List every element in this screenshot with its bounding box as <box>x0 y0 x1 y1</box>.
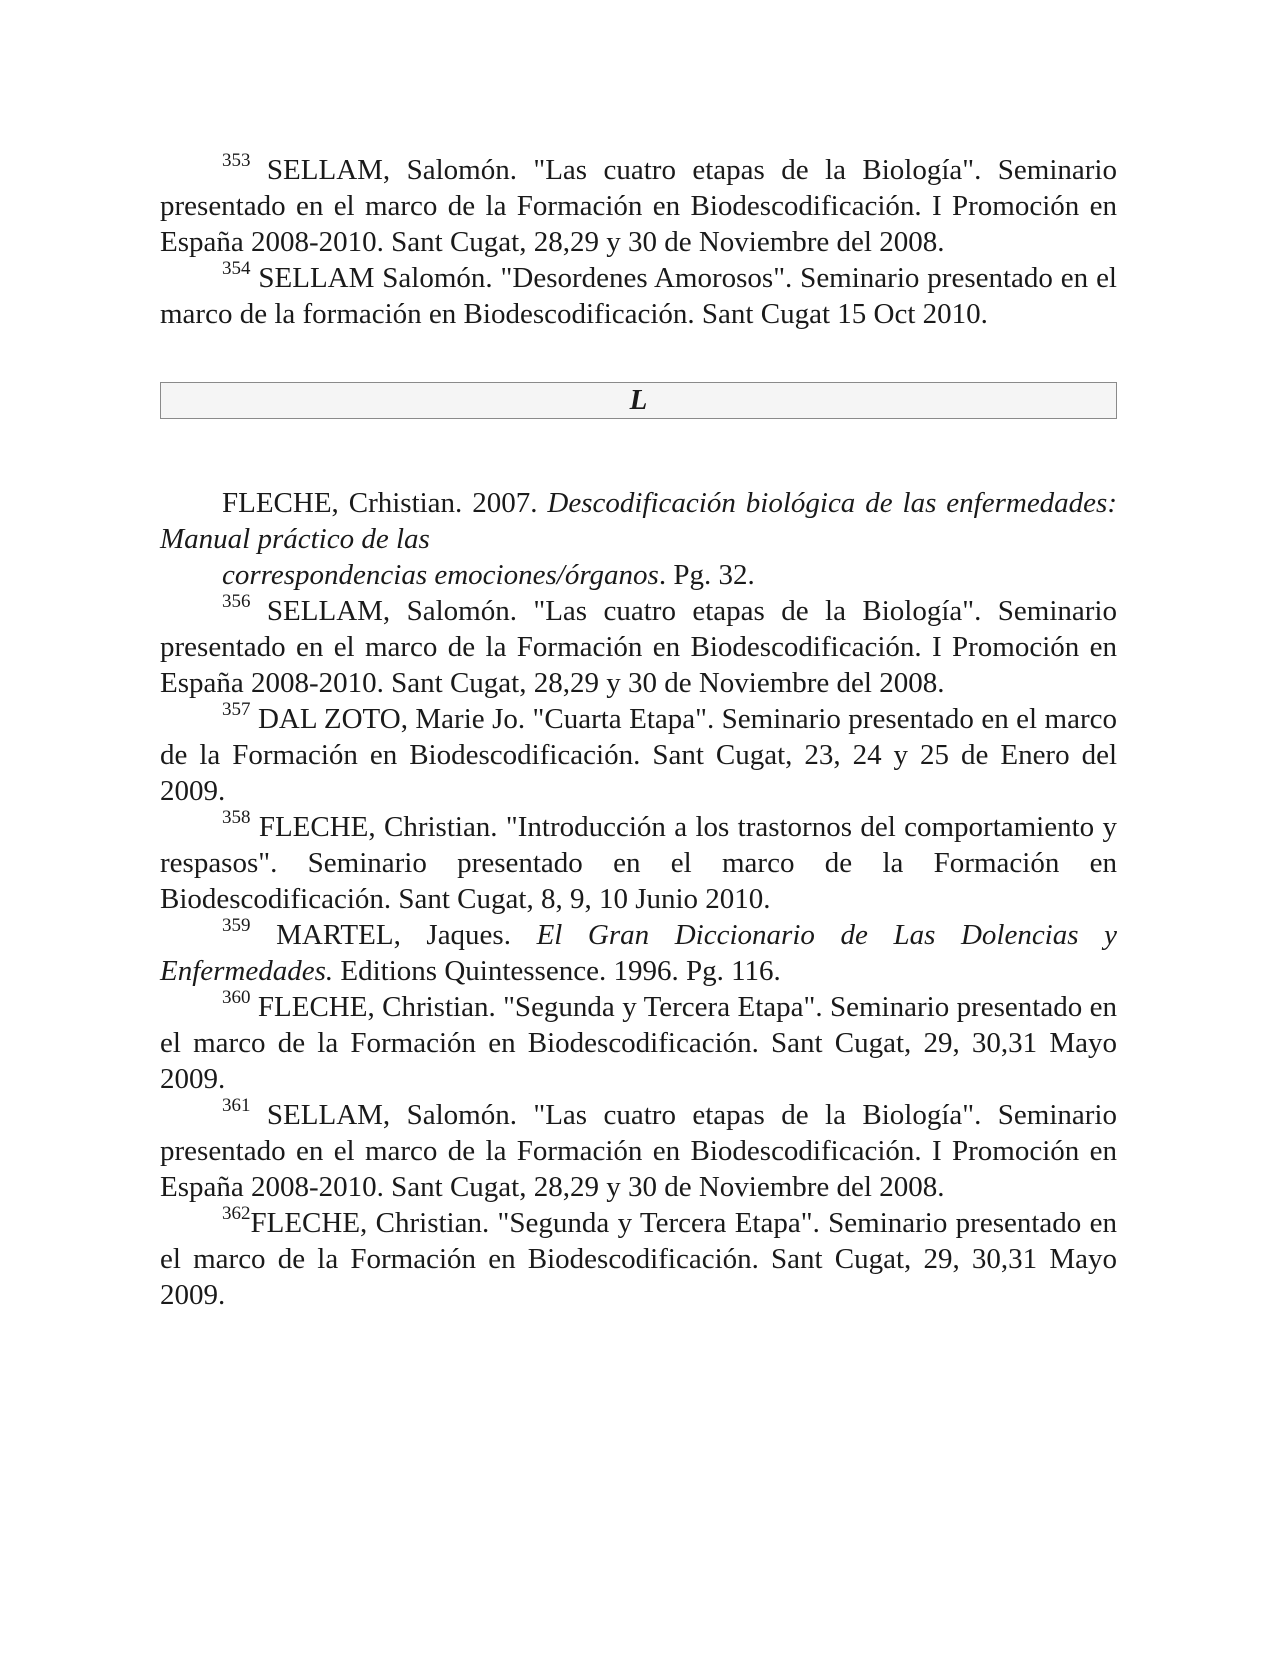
entry-continuation <box>160 557 1117 593</box>
footnote-text: SELLAM, Salomón. "Las cuatro etapas de la Biología". Seminario presentado en el marco de la Formación en Biodescodificación. I Promoción en España 2008-2010. Sant Cugat, 28,29 y 30 de Noviembre del 2008. <box>160 154 1117 258</box>
footnote-361 <box>160 1097 1117 1205</box>
section-letter: L <box>629 384 648 416</box>
footnote-number: 361 <box>222 1095 251 1117</box>
footnote-354 <box>160 260 1117 332</box>
footnote-number: 357 <box>222 699 251 721</box>
footnote-359 <box>160 917 1117 989</box>
footnote-text: FLECHE, Christian. "Segunda y Tercera Etapa". Seminario presentado en el marco de la Formación en Biodescodificación. Sant Cugat, 29, 30,31 Mayo 2009. <box>160 991 1117 1095</box>
footnote-number: 362 <box>222 1203 251 1225</box>
footnote-text: SELLAM Salomón. "Desordenes Amorosos". Seminario presentado en el marco de la formación en Biodescodificación. Sant Cugat 15 Oct 2010. <box>160 262 1117 330</box>
footnote-number: 356 <box>222 591 251 613</box>
entry-lead: FLECHE, Crhistian. 2007. <box>222 487 548 519</box>
entry-lead: MARTEL, Jaques. <box>250 919 537 951</box>
entry-tail: . Pg. 32. <box>658 559 755 591</box>
entry-title: El Gran Diccionario de Las Dolencias y Enfermedades. <box>160 919 1117 987</box>
footnote-number: 358 <box>222 807 251 829</box>
footnote-number: 360 <box>222 987 251 1009</box>
footnote-text: FLECHE, Christian. "Introducción a los trastornos del comportamiento y respasos". Seminario presentado en el marco de la Formación en Biodescodificación. Sant Cugat, 8, 9, 10 Junio 2010. <box>160 811 1117 915</box>
entry-title: Descodificación biológica de las enfermedades: Manual práctico de las <box>160 487 1118 555</box>
entry-title-cont: correspondencias emociones/órganos <box>222 559 659 591</box>
footnote-353 <box>160 152 1117 260</box>
footnote-358 <box>160 809 1117 917</box>
section-header-box <box>160 382 1117 419</box>
footnote-text: SELLAM, Salomón. "Las cuatro etapas de la Biología". Seminario presentado en el marco de la Formación en Biodescodificación. I Promoción en España 2008-2010. Sant Cugat, 28,29 y 30 de Noviembre del 2008. <box>160 595 1117 699</box>
footnote-number: 359 <box>222 915 251 937</box>
footnote-356 <box>160 593 1117 701</box>
document-page <box>160 152 1117 1313</box>
footnote-text: SELLAM, Salomón. "Las cuatro etapas de la Biología". Seminario presentado en el marco de la Formación en Biodescodificación. I Promoción en España 2008-2010. Sant Cugat, 28,29 y 30 de Noviembre del 2008. <box>160 1099 1117 1203</box>
footnote-360 <box>160 989 1117 1097</box>
footnote-357 <box>160 701 1117 809</box>
footnote-362 <box>160 1205 1117 1313</box>
footnote-fleche-2007 <box>160 485 1117 593</box>
footnote-text: DAL ZOTO, Marie Jo. "Cuarta Etapa". Seminario presentado en el marco de la Formación en Biodescodificación. Sant Cugat, 23, 24 y 25 de Enero del 2009. <box>160 703 1117 807</box>
entry-tail: Editions Quintessence. 1996. Pg. 116. <box>333 955 781 987</box>
footnote-number: 353 <box>222 150 251 172</box>
footnote-number: 354 <box>222 258 251 280</box>
footnote-text: FLECHE, Christian. "Segunda y Tercera Etapa". Seminario presentado en el marco de la Formación en Biodescodificación. Sant Cugat, 29, 30,31 Mayo 2009. <box>160 1207 1117 1311</box>
